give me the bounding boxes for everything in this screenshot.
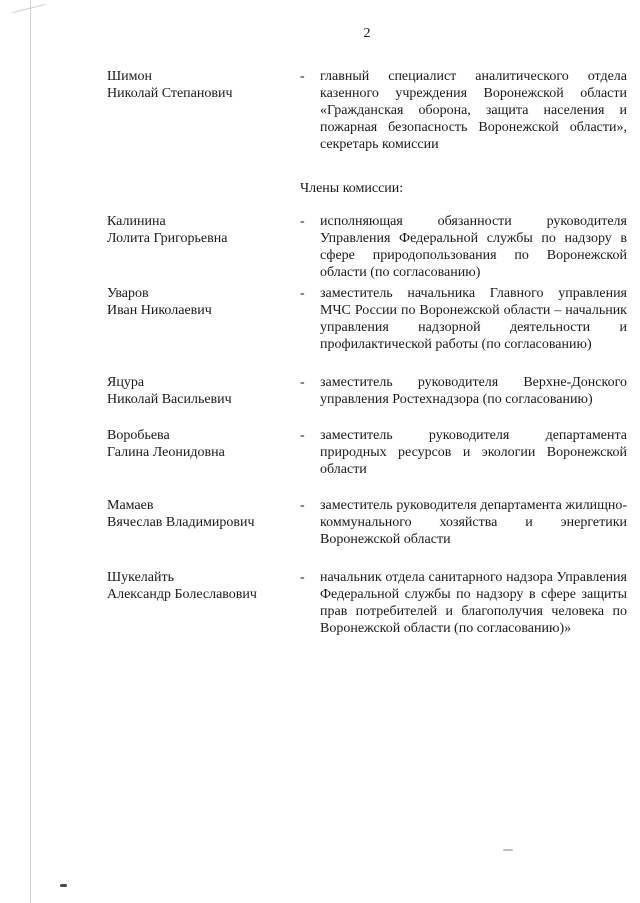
member-name [107,213,300,247]
member-name [107,374,300,408]
member-name [107,427,300,461]
scan-artifact-speck [503,849,513,851]
member-given-names: Вячеслав Владимирович [107,515,255,530]
member-entry [107,68,627,153]
scan-artifact-diagonal-line [12,4,45,13]
member-given-names: Лолита Григорьевна [107,231,228,246]
member-surname: Яцура [107,375,145,390]
member-entry [107,374,627,408]
member-entry [107,427,627,478]
member-entry [107,285,627,353]
member-description: заместитель руководителя Верхне-Донского управления Ростехнадзора (по согласованию) [320,375,627,407]
section-heading: Члены комиссии: [300,181,404,196]
member-entry [107,569,627,637]
member-description: главный специалист аналитического отдела казенного учреждения Воронежской области «Гражданская оборона, защита населения и пожарная безопасность Воронежской области», секретарь комиссии [320,69,627,152]
dash-separator: - [300,286,305,301]
member-description: заместитель руководителя департамента жилищно-коммунального хозяйства и энергетики Воронежской области [320,498,627,547]
member-given-names: Александр Болеславович [107,587,257,602]
member-surname: Калинина [107,214,166,229]
member-description: заместитель руководителя департамента природных ресурсов и экологии Воронежской области [320,428,627,477]
member-surname: Воробьева [107,428,170,443]
member-given-names: Галина Леонидовна [107,445,225,460]
member-surname: Уваров [107,286,149,301]
member-given-names: Николай Васильевич [107,392,232,407]
dash-separator: - [300,375,305,390]
member-name [107,569,300,603]
member-given-names: Иван Николаевич [107,303,212,318]
member-description: исполняющая обязанности руководителя Управления Федеральной службы по надзору в сфере природопользования по Воронежской области (по согласованию) [320,214,627,280]
dash-separator: - [300,428,305,443]
member-surname: Шимон [107,69,152,84]
scan-artifact-vertical-line [30,0,31,903]
member-surname: Шукелайть [107,570,174,585]
member-entry [107,213,627,281]
member-surname: Мамаев [107,498,154,513]
member-entry [107,497,627,548]
member-name [107,285,300,319]
member-description: начальник отдела санитарного надзора Управления Федеральной службы по надзору в сфере защиты прав потребителей и благополучия человека по Воронежской области (по согласованию)» [320,570,627,636]
member-name [107,68,300,102]
page-number: 2 [363,26,371,41]
scan-artifact-speck [60,884,67,887]
member-given-names: Николай Степанович [107,86,233,101]
dash-separator: - [300,498,305,513]
dash-separator: - [300,69,305,84]
page-content [107,25,627,637]
dash-separator: - [300,570,305,585]
dash-separator: - [300,214,305,229]
member-name [107,497,300,531]
member-description: заместитель начальника Главного управления МЧС России по Воронежской области – начальник управления надзорной деятельности и профилактической работы (по согласованию) [320,286,627,352]
